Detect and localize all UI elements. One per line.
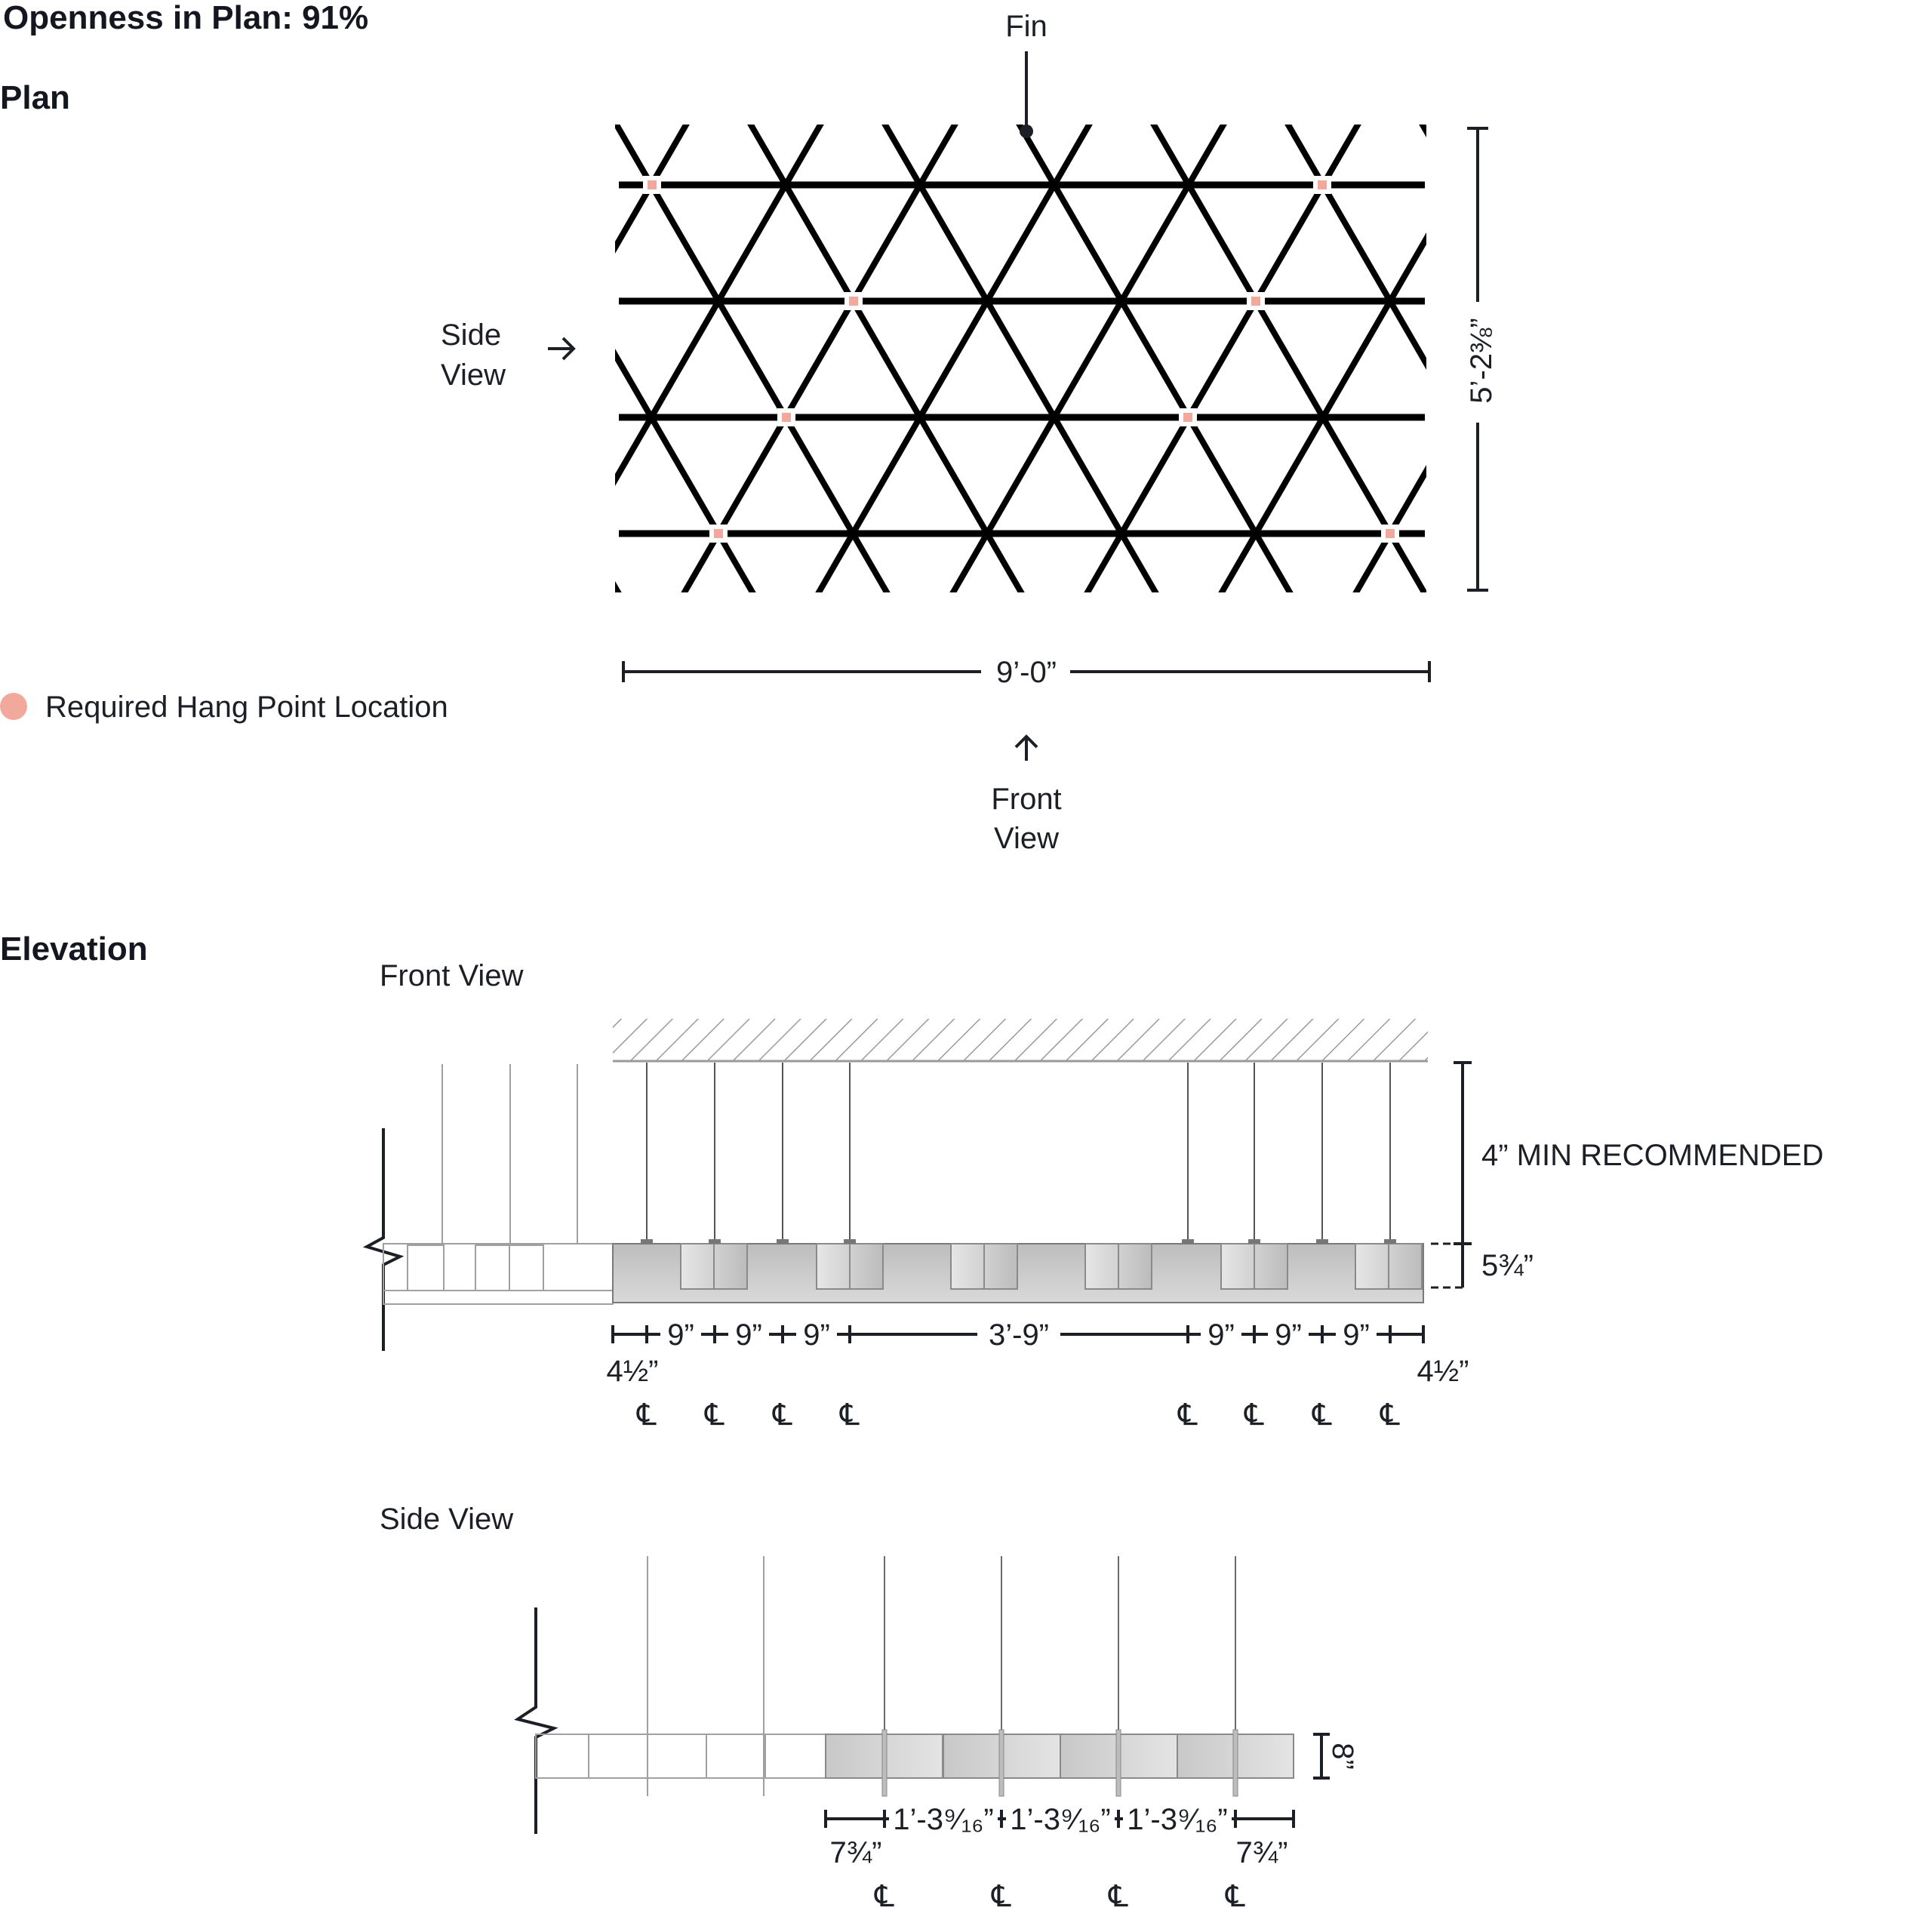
elevation-title: Elevation xyxy=(0,931,148,968)
plan-grid xyxy=(0,121,1932,596)
side-centerline-icon: ℄ xyxy=(992,1880,1011,1913)
height-dim-label: 5’-2⅜” xyxy=(1465,318,1498,404)
front-depth-label: 5¾” xyxy=(1481,1249,1534,1282)
ceiling-hatch xyxy=(613,1019,1428,1061)
front-centerline-icon: ℄ xyxy=(773,1398,792,1432)
side-dim-label: 1’-3⁹⁄₁₆” xyxy=(1127,1803,1228,1836)
plan-fin-diagonal xyxy=(0,121,217,596)
hang-point-marker xyxy=(782,413,791,422)
side-end-dim-left: 7¾” xyxy=(829,1836,882,1869)
plan-fin-diagonal xyxy=(1689,121,1932,596)
plan-fin-diagonal xyxy=(817,121,1091,596)
front-centerline-icon: ℄ xyxy=(637,1398,657,1432)
side-ghost-panels xyxy=(536,1556,826,1796)
side-view-title: Side View xyxy=(380,1503,514,1536)
front-hanger-clip xyxy=(844,1239,856,1244)
front-dim-label: 9” xyxy=(735,1318,762,1352)
front-ghost-panels xyxy=(383,1064,613,1304)
plan-fin-diagonal xyxy=(1823,121,1932,596)
hang-point-marker xyxy=(648,180,657,189)
plan-fin-diagonal xyxy=(1757,121,1932,596)
side-view-elevation xyxy=(380,1503,1359,1913)
front-centerline-icon: ℄ xyxy=(840,1398,860,1432)
front-dim-label: 9” xyxy=(803,1318,830,1352)
plan-fin-diagonal xyxy=(883,121,1158,596)
side-fin-edge xyxy=(1233,1730,1238,1796)
front-centerline-icon: ℄ xyxy=(1244,1398,1264,1432)
side-view-arrow-icon xyxy=(548,338,574,359)
front-hanger-clip xyxy=(1182,1239,1194,1244)
front-dim-label: 9” xyxy=(1208,1318,1235,1352)
width-dim-label: 9’-0” xyxy=(995,656,1057,689)
plan-fin-diagonal xyxy=(279,121,554,596)
front-dim-label: 9” xyxy=(1275,1318,1302,1352)
front-hanger-clip xyxy=(777,1239,789,1244)
plan-fin-diagonal xyxy=(1017,121,1292,596)
plan-fin-diagonal xyxy=(1488,121,1763,596)
front-centerline-icon: ℄ xyxy=(705,1398,724,1432)
front-hanger-clip xyxy=(1316,1239,1328,1244)
plan-fin-diagonal xyxy=(145,121,420,596)
side-fin-edge xyxy=(882,1730,887,1796)
plan-fin-diagonal xyxy=(0,121,83,596)
hang-point-marker xyxy=(714,529,723,538)
side-centerline-icon: ℄ xyxy=(1109,1880,1128,1913)
plan-fin-diagonal xyxy=(11,121,285,596)
side-view-label-line2: View xyxy=(441,358,506,392)
front-end-dim-right: 4½” xyxy=(1417,1355,1469,1388)
front-centerline-icon: ℄ xyxy=(1380,1398,1400,1432)
side-centerline-icon: ℄ xyxy=(1226,1880,1245,1913)
side-fin-edge xyxy=(1116,1730,1121,1796)
plan-fin-diagonal xyxy=(1220,121,1494,596)
front-hanger-clip xyxy=(641,1239,653,1244)
fin-leader-dot xyxy=(1020,125,1033,138)
plan-fin-diagonal xyxy=(77,121,352,596)
side-centerline-markers xyxy=(874,1880,1245,1913)
front-centerline-icon: ℄ xyxy=(1178,1398,1198,1432)
plan-fin-diagonal xyxy=(548,121,823,596)
front-view-label-line1: Front xyxy=(991,783,1062,816)
side-break-line xyxy=(518,1607,554,1834)
hang-point-marker xyxy=(1251,297,1260,306)
front-centerline-markers xyxy=(636,1398,1400,1432)
front-depth-dimension xyxy=(1431,1244,1463,1287)
plan-drawing xyxy=(0,10,1932,855)
plan-fins-diagonal xyxy=(0,121,1932,596)
plan-fin-diagonal xyxy=(0,121,151,596)
front-dim-label: 9” xyxy=(667,1318,694,1352)
front-end-dim-left: 4½” xyxy=(606,1355,659,1388)
plan-fin-diagonal xyxy=(1555,121,1829,596)
plan-fin-diagonal xyxy=(0,121,17,596)
side-end-dim-right: 7¾” xyxy=(1235,1836,1288,1869)
side-panel-segments xyxy=(826,1734,1294,1778)
side-view-label-line1: Side xyxy=(441,318,502,352)
front-spacing-labels xyxy=(660,1318,1377,1352)
legend-label: Required Hang Point Location xyxy=(45,691,448,724)
front-hanger-clip xyxy=(709,1239,721,1244)
front-hanger-clip xyxy=(1384,1239,1396,1244)
legend-hang-point-swatch xyxy=(0,693,27,720)
side-dim-label: 1’-3⁹⁄₁₆” xyxy=(893,1803,994,1836)
openness-label: Openness in Plan: 91% xyxy=(3,0,369,36)
side-spacing-labels xyxy=(889,1801,1232,1837)
hang-point-marker xyxy=(1183,413,1192,422)
side-fin-edge xyxy=(999,1730,1004,1796)
front-view-label-line2: View xyxy=(994,822,1059,855)
plan-fin-diagonal xyxy=(1623,121,1897,596)
side-dim-label: 1’-3⁹⁄₁₆” xyxy=(1010,1803,1111,1836)
clearance-dimension xyxy=(1454,1063,1472,1244)
hang-point-marker xyxy=(1386,529,1395,538)
front-break-line xyxy=(367,1128,400,1351)
front-view-arrow-icon xyxy=(1016,737,1037,761)
hang-point-marker xyxy=(849,297,858,306)
hang-point-marker xyxy=(1318,180,1327,189)
plan-fin-diagonal xyxy=(1891,121,1932,596)
front-hanger-clip xyxy=(1248,1239,1260,1244)
front-hanger-cables xyxy=(641,1063,1396,1244)
front-view-elevation xyxy=(367,959,1823,1432)
clearance-label: 4” MIN RECOMMENDED xyxy=(1481,1139,1824,1172)
fin-label: Fin xyxy=(1005,10,1048,43)
plan-title: Plan xyxy=(0,79,70,116)
plan-fin-diagonal xyxy=(1420,121,1695,596)
front-centerline-icon: ℄ xyxy=(1312,1398,1332,1432)
side-depth-label: 8” xyxy=(1326,1743,1359,1770)
front-dim-label: 9” xyxy=(1343,1318,1370,1352)
side-centerline-icon: ℄ xyxy=(875,1880,894,1913)
plan-fin-diagonal xyxy=(951,121,1226,596)
front-dim-label: 3’-9” xyxy=(988,1318,1050,1352)
plan-fin-diagonal xyxy=(749,121,1023,596)
front-view-title: Front View xyxy=(380,959,524,992)
